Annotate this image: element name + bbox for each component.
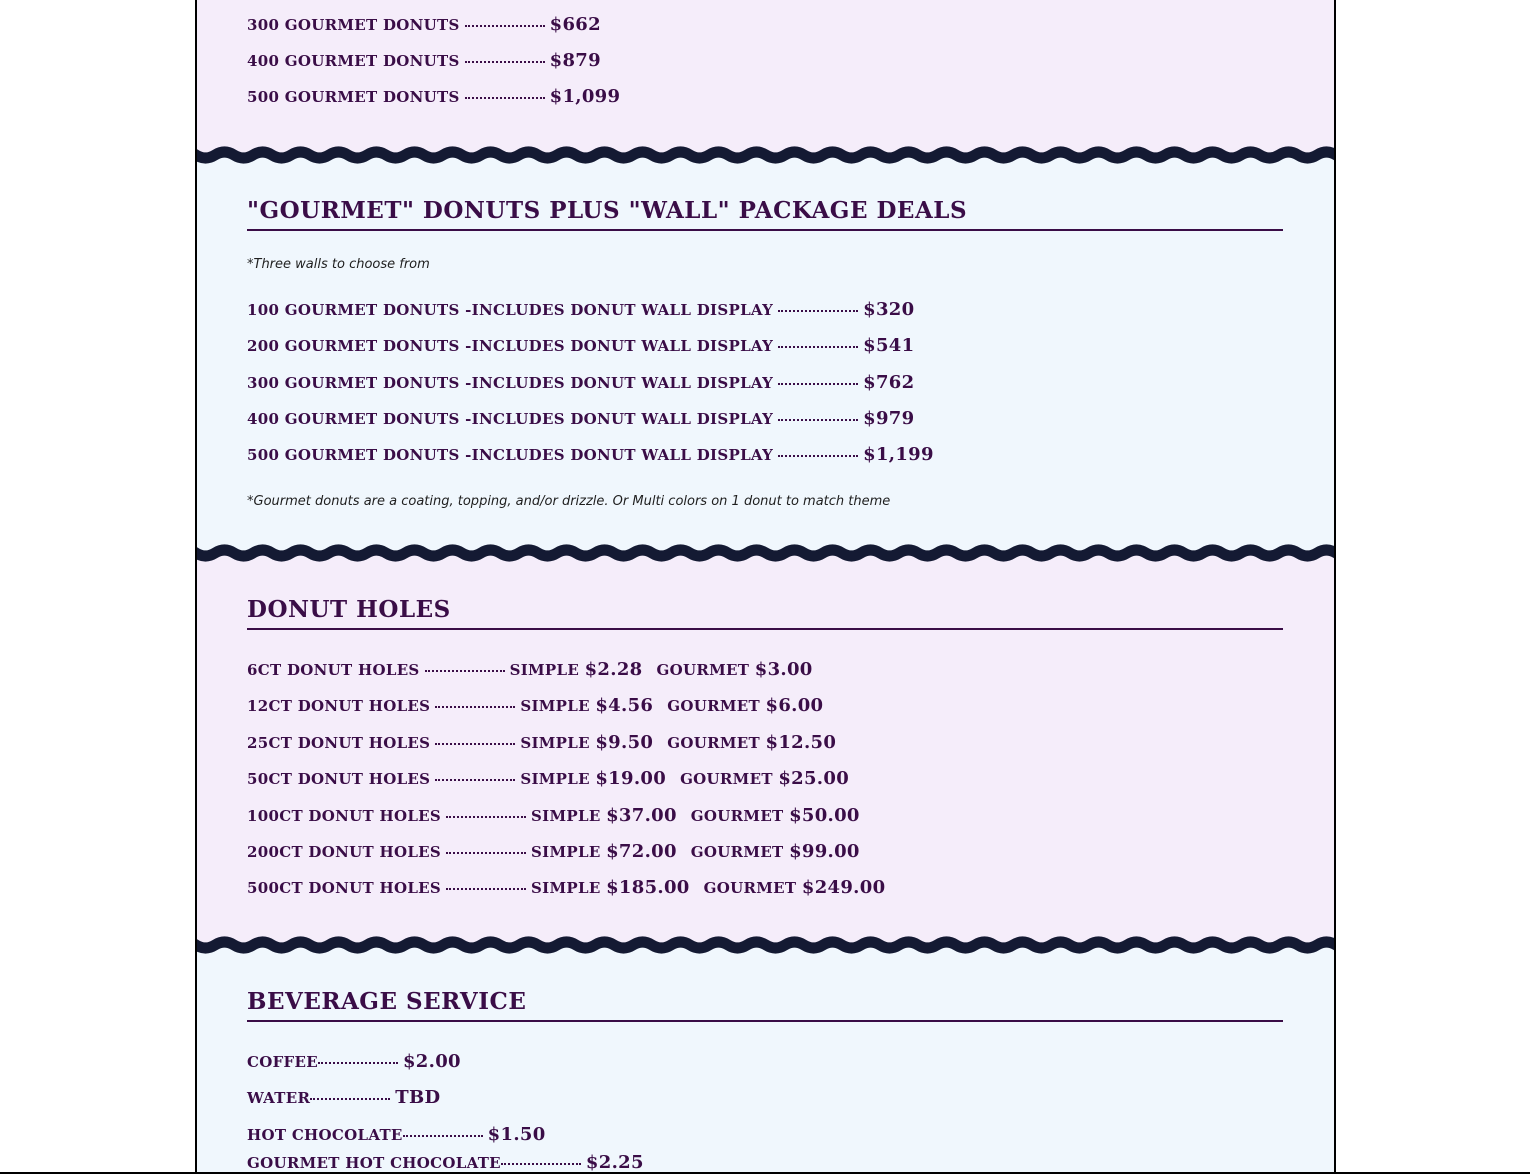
simple-label: SIMPLE [531, 807, 601, 825]
simple-label: SIMPLE [520, 697, 590, 715]
package-row [247, 298, 914, 322]
item-label: 500CT DONUT HOLES [247, 879, 442, 897]
item-label: 500 GOURMET DONUTS -INCLUDES DONUT WALL DISPLAY [247, 446, 774, 464]
item-label: 400 GOURMET DONUTS -INCLUDES DONUT WALL DISPLAY [247, 410, 774, 428]
simple-label: SIMPLE [531, 879, 601, 897]
beverage-row [247, 1123, 546, 1147]
simple-price: $185.00 [606, 877, 690, 898]
section-header [247, 596, 1283, 630]
item-price: $320 [863, 299, 915, 320]
gourmet-label: GOURMET [667, 734, 760, 752]
dot-leader [465, 58, 545, 63]
dot-leader [446, 885, 526, 890]
item-label: HOT CHOCOLATE [247, 1126, 403, 1144]
item-label: 300 GOURMET DONUTS [247, 16, 460, 34]
item-price: $1,199 [863, 444, 934, 465]
item-label: 200 GOURMET DONUTS -INCLUDES DONUT WALL DISPLAY [247, 337, 774, 355]
simple-price: $19.00 [595, 768, 667, 789]
simple-label: SIMPLE [520, 734, 590, 752]
item-label: 50CT DONUT HOLES [247, 770, 431, 788]
section-header [247, 988, 1283, 1022]
item-label: 6CT DONUT HOLES [247, 661, 420, 679]
price-row [247, 13, 601, 37]
wave-divider [197, 138, 1334, 172]
section-title: "GOURMET" DONUTS PLUS "WALL" PACKAGE DEALS [247, 197, 1283, 231]
price-row [247, 49, 601, 73]
donut-holes-section [197, 553, 1334, 945]
package-row [247, 443, 934, 467]
beverage-section [197, 945, 1334, 1172]
gourmet-label: GOURMET [703, 879, 797, 897]
dot-leader [465, 22, 545, 27]
gourmet-price: $25.00 [778, 768, 850, 789]
wave-path [197, 152, 1334, 158]
item-label: 12CT DONUT HOLES [247, 697, 431, 715]
gourmet-label: GOURMET [690, 807, 784, 825]
item-price: $1,099 [549, 86, 621, 107]
gourmet-price: $99.00 [789, 841, 860, 862]
beverage-row [247, 1151, 644, 1172]
dot-leader [310, 1095, 390, 1100]
dot-leader [446, 849, 526, 854]
gourmet-label: GOURMET [656, 661, 750, 679]
simple-price: $9.50 [595, 732, 654, 753]
gourmet-label: GOURMET [690, 843, 784, 861]
item-label: 100CT DONUT HOLES [247, 807, 442, 825]
item-price: $662 [549, 14, 601, 35]
item-price: $2.00 [402, 1051, 461, 1072]
dot-leader [778, 416, 858, 421]
wave-divider [197, 928, 1334, 962]
item-price: $1.50 [487, 1124, 546, 1145]
gourmet-price: $249.00 [801, 877, 886, 898]
section-title: BEVERAGE SERVICE [247, 988, 1283, 1022]
gourmet-footnote: *Gourmet donuts are a coating, topping, and/or drizzle. Or Multi colors on 1 donut to match theme [247, 494, 891, 509]
beverage-row [247, 1050, 461, 1074]
gourmet-price: $50.00 [789, 805, 860, 826]
dot-leader [465, 94, 545, 99]
wave-path [197, 942, 1334, 948]
dot-leader [778, 452, 858, 457]
donut-hole-row [247, 731, 836, 755]
item-price: $2.25 [585, 1152, 644, 1172]
dot-leader [501, 1160, 581, 1165]
package-row [247, 371, 914, 395]
item-label: GOURMET HOT CHOCOLATE [247, 1154, 501, 1172]
dot-leader [435, 703, 515, 708]
item-label: 25CT DONUT HOLES [247, 734, 431, 752]
section-title: DONUT HOLES [247, 596, 1283, 630]
donut-hole-row [247, 694, 823, 718]
item-label: COFFEE [247, 1053, 318, 1071]
gourmet-label: GOURMET [680, 770, 773, 788]
simple-price: $2.28 [584, 659, 643, 680]
donut-hole-row [247, 767, 849, 791]
beverage-row [247, 1086, 440, 1110]
package-row [247, 334, 914, 358]
dot-leader [778, 343, 858, 348]
wall-package-section [197, 155, 1334, 553]
item-price: $879 [549, 50, 601, 71]
gourmet-label: GOURMET [667, 697, 760, 715]
simple-label: SIMPLE [531, 843, 601, 861]
donut-hole-row [247, 804, 860, 828]
dot-leader [403, 1132, 483, 1137]
wave-divider [197, 536, 1334, 570]
walls-note: *Three walls to choose from [247, 257, 430, 272]
dot-leader [778, 307, 858, 312]
price-row [247, 85, 620, 109]
dot-leader [435, 740, 515, 745]
item-label: WATER [247, 1089, 311, 1107]
simple-price: $4.56 [595, 695, 654, 716]
donut-hole-row [247, 658, 813, 682]
donut-hole-row [247, 876, 885, 900]
gourmet-price: $12.50 [765, 732, 837, 753]
dot-leader [318, 1059, 398, 1064]
simple-label: SIMPLE [520, 770, 590, 788]
dot-leader [435, 776, 515, 781]
dot-leader [425, 667, 505, 672]
dot-leader [778, 380, 858, 385]
item-label: 400 GOURMET DONUTS [247, 52, 460, 70]
item-label: 100 GOURMET DONUTS -INCLUDES DONUT WALL DISPLAY [247, 301, 774, 319]
menu-page [195, 0, 1336, 1172]
item-price: $979 [863, 408, 915, 429]
section-header [247, 197, 1283, 231]
item-label: 200CT DONUT HOLES [247, 843, 442, 861]
gourmet-donuts-section [197, 0, 1334, 155]
simple-price: $72.00 [606, 841, 677, 862]
package-row [247, 407, 914, 431]
donut-hole-row [247, 840, 860, 864]
dot-leader [446, 813, 526, 818]
gourmet-price: $6.00 [765, 695, 824, 716]
item-label: 500 GOURMET DONUTS [247, 88, 460, 106]
wave-path [197, 550, 1334, 556]
item-price: TBD [395, 1087, 441, 1108]
item-label: 300 GOURMET DONUTS -INCLUDES DONUT WALL DISPLAY [247, 374, 774, 392]
gourmet-price: $3.00 [754, 659, 813, 680]
item-price: $762 [863, 372, 915, 393]
item-price: $541 [863, 335, 915, 356]
simple-label: SIMPLE [509, 661, 580, 679]
simple-price: $37.00 [606, 805, 677, 826]
